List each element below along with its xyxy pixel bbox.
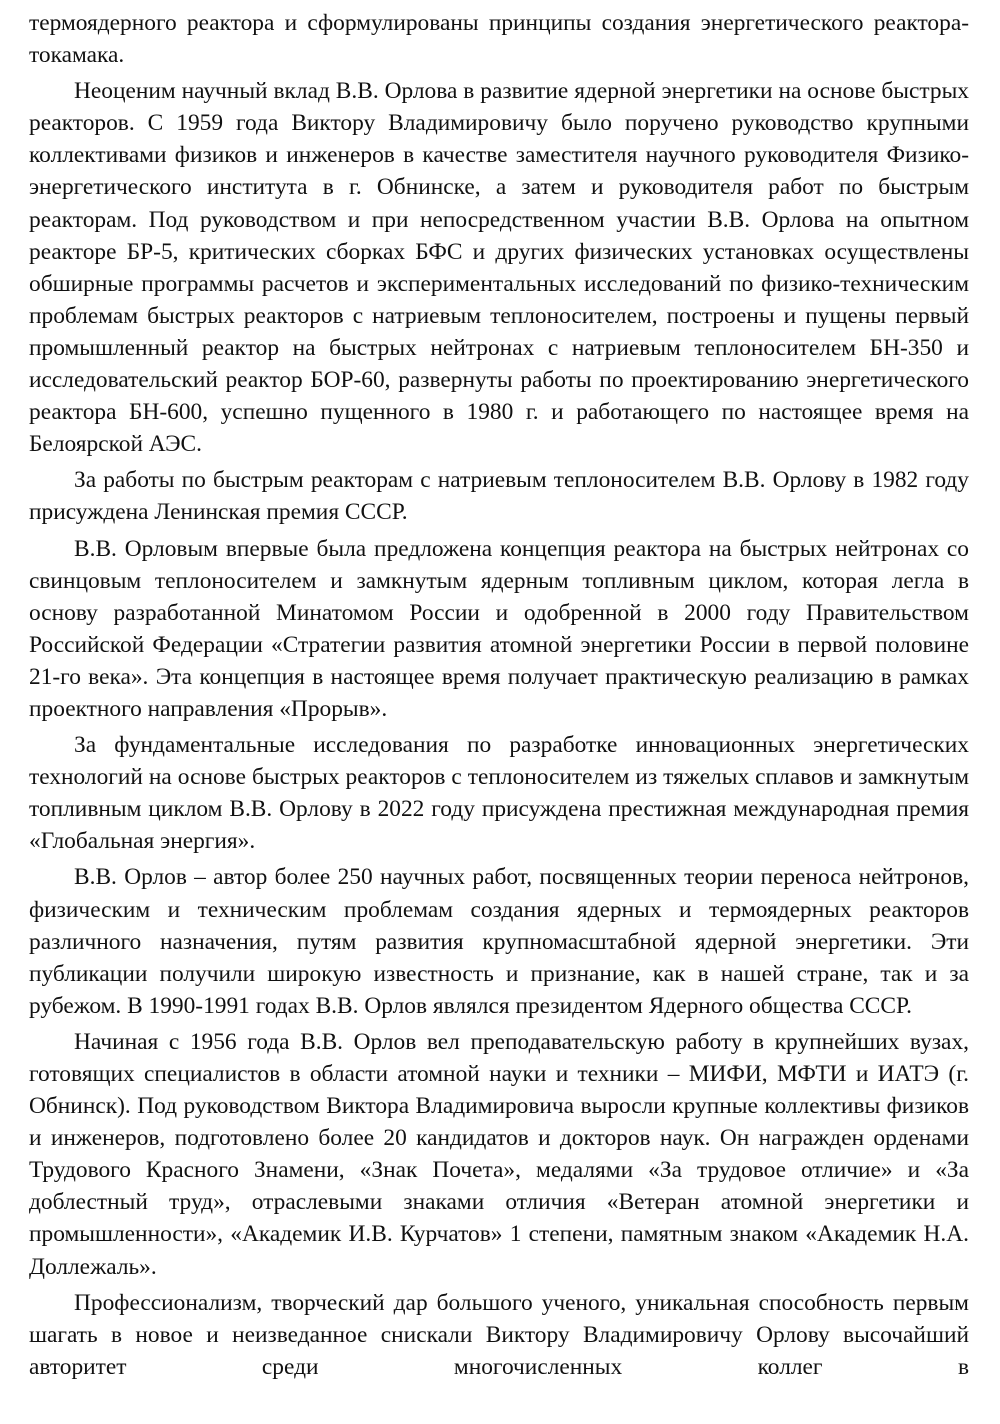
paragraph-professionalism: Профессионализм, творческий дар большого ученого, уникальная способность первым шагать в новое и неизведанное снискали Виктору Владимировичу Орлову высочайший авторитет среди многочисленных коллег в: [29, 1289, 969, 1380]
paragraph-publications: В.В. Орлов – автор более 250 научных работ, посвященных теории переноса нейтронов, физическим и техническим проблемам создания ядерных и термоядерных реакторов различного назначения, путям развития крупномасштабной ядерной энергетики. Эти публикации получили широкую известность и признание, как в нашей стране, так и за рубежом. В 1990-1991 годах В.В. Орлов являлся президентом Ядерного общества СССР.: [29, 864, 969, 1019]
paragraph-fast-reactors: Неоценим научный вклад В.В. Орлова в развитие ядерной энергетики на основе быстрых реакторов. С 1959 года Виктору Владимировичу было поручено руководство крупными коллективами физиков и инженеров в качестве заместителя научного руководителя Физико-энергетического института в г. Обнинске, а затем и руководителя работ по быстрым реакторам. Под руководством и при непосредственном участии В.В. Орлова на опытном реакторе БР-5, критических сборках БФС и других физических установках осуществлены обширные программы расчетов и экспериментальных исследований по физико-техническим проблемам быстрых реакторов с натриевым теплоносителем, построены и пущены первый промышленный реактор на быстрых нейтронах с натриевым теплоносителем БН-350 и исследовательский реактор БОР-60, развернуты работы по проектированию энергетического реактора БН-600, успешно пущенного в 1980 г. и работающего по настоящее время на Белоярской АЭС.: [29, 78, 969, 458]
paragraph-tokamak-continuation: термоядерного реактора и сформулированы принципы создания энергетического реактора-токамака.: [29, 10, 969, 69]
paragraph-teaching-awards: Начиная с 1956 года В.В. Орлов вел преподавательскую работу в крупнейших вузах, готовящих специалистов в области атомной науки и техники – МИФИ, МФТИ и ИАТЭ (г. Обнинск). Под руководством Виктора Владимировича выросли крупные коллективы физиков и инженеров, подготовлено более 20 кандидатов и докторов наук. Он награжден орденами Трудового Красного Знамени, «Знак Почета», медалями «За трудовое отличие» и «За доблестный труд», отраслевыми знаками отличия «Ветеран атомной энергетики и промышленности», «Академик И.В. Курчатов» 1 степени, памятным знаком «Академик Н.А. Доллежаль».: [29, 1028, 969, 1280]
paragraph-global-energy-prize: За фундаментальные исследования по разработке инновационных энергетических технологий на основе быстрых реакторов с теплоносителем из тяжелых сплавов и замкнутым топливным циклом В.В. Орлову в 2022 году присуждена престижная международная премия «Глобальная энергия».: [29, 732, 969, 855]
paragraph-lead-coolant-concept: В.В. Орловым впервые была предложена концепция реактора на быстрых нейтронах со свинцовым теплоносителем и замкнутым ядерным топливным циклом, которая легла в основу разработанной Минатомом России и одобренной в 2000 году Правительством Российской Федерации «Стратегии развития атомной энергетики России в первой половине 21-го века». Эта концепция в настоящее время получает практическую реализацию в рамках проектного направления «Прорыв».: [29, 535, 969, 722]
paragraph-lenin-prize: За работы по быстрым реакторам с натриевым теплоносителем В.В. Орлову в 1982 году присуждена Ленинская премия СССР.: [29, 467, 969, 526]
